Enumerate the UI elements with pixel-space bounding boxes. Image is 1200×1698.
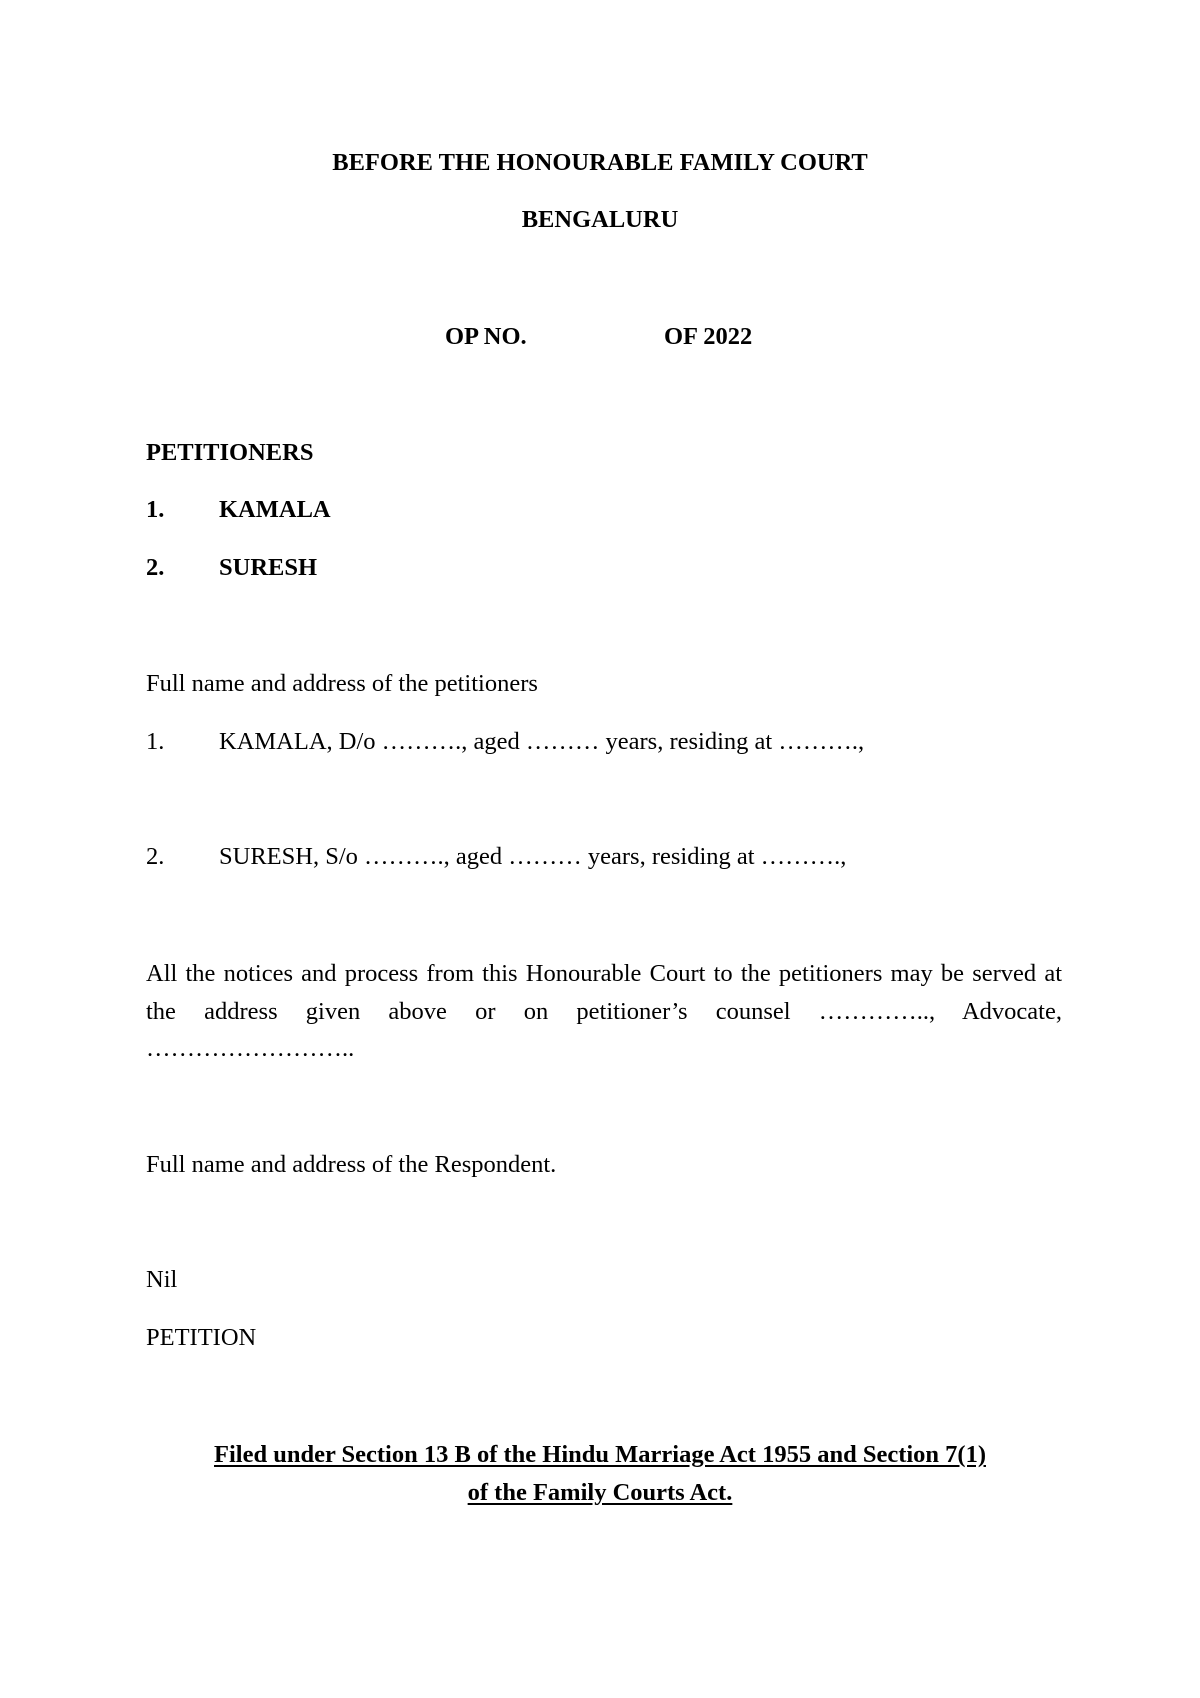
address-number: 2. — [146, 843, 165, 870]
petitioner-name: SURESH — [219, 554, 318, 581]
court-heading: BEFORE THE HONOURABLE FAMILY COURT — [332, 149, 868, 176]
op-year: OF 2022 — [664, 323, 753, 350]
notice-paragraph: All the notices and process from this Honourable Court to the petitioners may be served at the address given above or on petitioner’s counsel ………….., Advocate, …………………….. — [146, 960, 1062, 1062]
filed-under-line1: Filed under Section 13 B of the Hindu Marriage Act 1955 and Section 7(1) — [214, 1441, 986, 1468]
respondent-heading: Full name and address of the Respondent. — [146, 1151, 557, 1178]
petitioners-address-heading: Full name and address of the petitioners — [146, 670, 538, 697]
petitioner-name: KAMALA — [219, 496, 331, 523]
respondent-value: Nil — [146, 1266, 178, 1293]
petitioner-number: 1. — [146, 496, 165, 523]
address-text: KAMALA, D/o ………., aged ……… years, residing at ………., — [219, 728, 865, 755]
petitioner-number: 2. — [146, 554, 165, 581]
address-number: 1. — [146, 728, 165, 755]
filed-under-line2: of the Family Courts Act. — [467, 1479, 733, 1506]
address-text: SURESH, S/o ………., aged ……… years, residing at ………., — [219, 843, 847, 870]
op-no-label: OP NO. — [445, 323, 527, 350]
petitioners-heading: PETITIONERS — [146, 439, 314, 466]
court-city: BENGALURU — [521, 206, 679, 233]
petition-label: PETITION — [146, 1324, 257, 1351]
